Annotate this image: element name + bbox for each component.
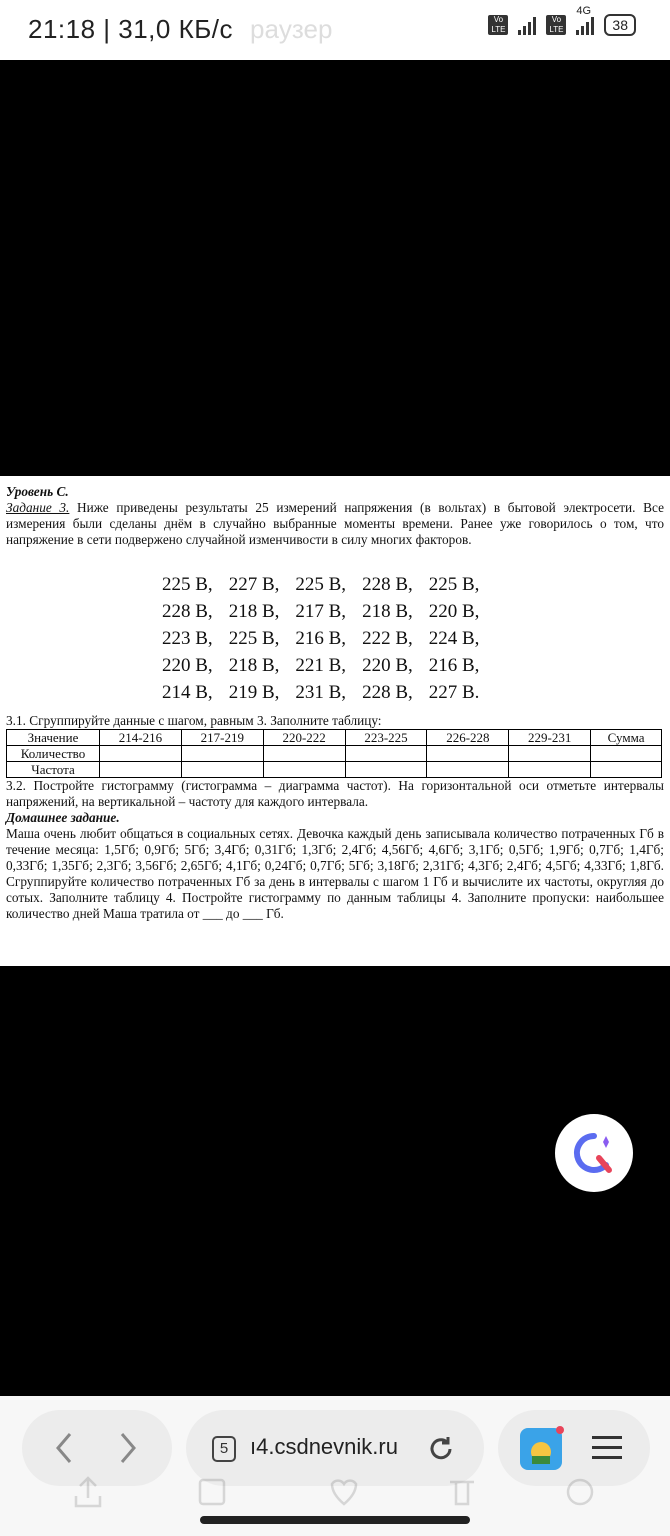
table-cell bbox=[509, 746, 591, 762]
homework-text: Маша очень любит общаться в социальных сетях. Девочка каждый день записывала количество потраченных Гб в течение месяца: 1,5Гб; 0,9Гб; 5Гб; 3,4Гб; 0,31Гб; 1,3Гб; 2,4Гб; 4,56Гб; 4,6Гб; 3,1Гб; 0,5Гб; 1,9Гб; 0,7Гб; 1,4Гб; 0,33Гб; 1,35Гб; 2,3Гб; 3,56Гб; 2,65Гб; 4,1Гб; 0,24Гб; 0,7Гб; 5Гб; 3,18Гб; 2,31Гб; 4,3Гб; 2,4Гб; 4,5Гб; 4,33Гб; 1,8Гб. Сгруппируйте количество потраченных Гб за день в интервалы с шагом 1 Гб и вычислите их частоты, округляя до сотых. Заполните таблицу 4. Постройте гистограмму по данным таблицы 4. Заполните пропуски: наибольшее количество дней Маша тратила от ___ до ___ Гб. bbox=[6, 826, 664, 921]
row-label: Количество bbox=[7, 746, 100, 762]
data-cell: 227 В. bbox=[428, 682, 480, 703]
data-row bbox=[158, 572, 489, 597]
frequency-table bbox=[6, 729, 662, 778]
data-cell: 225 В, bbox=[228, 628, 280, 649]
volte-icon: Vo LTE bbox=[488, 15, 508, 35]
data-cell: 228 В, bbox=[362, 682, 413, 703]
step-1-text: 3.1. Сгруппируйте данные с шагом, равным 3. Заполните таблицу: bbox=[6, 713, 382, 728]
voltage-data-grid bbox=[156, 570, 491, 707]
table-cell bbox=[591, 762, 662, 778]
table-cell bbox=[591, 746, 662, 762]
assistant-icon bbox=[555, 1114, 633, 1192]
data-row bbox=[158, 653, 489, 678]
document-image bbox=[0, 476, 670, 966]
table-header-cell: 223-225 bbox=[345, 730, 427, 746]
browser-bottom-bar bbox=[0, 1396, 670, 1536]
homework-title: Домашнее задание. bbox=[6, 810, 120, 825]
table-cell bbox=[345, 746, 427, 762]
table-cell bbox=[181, 762, 263, 778]
back-icon[interactable] bbox=[58, 1434, 70, 1462]
menu-icon[interactable] bbox=[590, 1432, 624, 1464]
task-label: Задание 3. bbox=[6, 500, 70, 515]
data-cell: 218 В, bbox=[228, 601, 280, 622]
task-paragraph bbox=[6, 500, 664, 548]
forward-icon[interactable] bbox=[122, 1434, 134, 1462]
table-header-cell: 217-219 bbox=[181, 730, 263, 746]
status-icons bbox=[488, 5, 636, 36]
data-cell: 223 В, bbox=[162, 628, 213, 649]
data-cell: 217 В, bbox=[295, 601, 347, 622]
data-cell: 216 В, bbox=[428, 655, 480, 676]
data-cell: 225 В, bbox=[162, 574, 213, 595]
data-cell: 220 В, bbox=[162, 655, 213, 676]
level-heading: Уровень С. bbox=[6, 484, 69, 499]
status-ghost-text: рaузер bbox=[250, 14, 333, 44]
task-text: Ниже приведены результаты 25 измерений напряжения (в вольтах) в бытовой электросети. Все измерения были сделаны днём в случайно выбранные моменты времени. Ранее уже говорилось о том, что напряжение в сети подвержено случайной изменчивости в силу многих факторов. bbox=[6, 500, 664, 547]
data-row bbox=[158, 626, 489, 651]
reload-icon[interactable] bbox=[426, 1434, 456, 1464]
url-text[interactable]: ı4.csdnevnik.ru bbox=[250, 1434, 398, 1459]
table-row bbox=[7, 746, 662, 762]
table-header-cell: Сумма bbox=[591, 730, 662, 746]
table-cell bbox=[427, 746, 509, 762]
data-cell: 227 В, bbox=[228, 574, 280, 595]
data-row bbox=[158, 599, 489, 624]
data-cell: 225 В, bbox=[428, 574, 480, 595]
table-header-cell: 229-231 bbox=[509, 730, 591, 746]
data-cell: 218 В, bbox=[228, 655, 280, 676]
network-label: 4G bbox=[576, 5, 592, 17]
data-cell: 228 В, bbox=[162, 601, 213, 622]
data-cell: 224 В, bbox=[428, 628, 480, 649]
table-cell bbox=[100, 746, 182, 762]
signal-icon bbox=[518, 15, 536, 35]
data-cell: 231 В, bbox=[295, 682, 347, 703]
battery-icon: 38 bbox=[604, 14, 636, 36]
status-bar bbox=[0, 0, 670, 60]
data-cell: 221 В, bbox=[295, 655, 347, 676]
data-cell: 214 В, bbox=[162, 682, 213, 703]
tab-count-button[interactable]: 5 bbox=[212, 1436, 236, 1462]
signal-4g-icon bbox=[576, 5, 594, 35]
row-label: Частота bbox=[7, 762, 100, 778]
table-cell bbox=[181, 746, 263, 762]
data-cell: 220 В, bbox=[362, 655, 413, 676]
table-header-cell: 226-228 bbox=[427, 730, 509, 746]
table-cell bbox=[100, 762, 182, 778]
table-cell bbox=[509, 762, 591, 778]
data-cell: 220 В, bbox=[428, 601, 480, 622]
data-row bbox=[158, 680, 489, 705]
assistant-button[interactable] bbox=[555, 1114, 633, 1192]
home-indicator bbox=[200, 1516, 470, 1524]
game-icon[interactable] bbox=[518, 1426, 564, 1472]
faint-toolbar-icons bbox=[70, 1474, 600, 1510]
step-2-text: 3.2. Постройте гистограмму (гистограмма – диаграмма частот). На горизонтальной оси отметьте интервалы напряжений, на вертикальной – частоту для каждого интервала. bbox=[6, 778, 664, 809]
table-header-cell: 220-222 bbox=[263, 730, 345, 746]
volte-icon-2: Vo LTE bbox=[546, 15, 566, 35]
table-header-row bbox=[7, 730, 662, 746]
table-header-cell: Значение bbox=[7, 730, 100, 746]
status-time: 21:18 | 31,0 КБ/с bbox=[28, 14, 234, 44]
data-cell: 216 В, bbox=[295, 628, 347, 649]
table-header-cell: 214-216 bbox=[100, 730, 182, 746]
data-cell: 222 В, bbox=[362, 628, 413, 649]
table-cell bbox=[427, 762, 509, 778]
table-cell bbox=[263, 762, 345, 778]
data-cell: 225 В, bbox=[295, 574, 347, 595]
table-cell bbox=[345, 762, 427, 778]
table-cell bbox=[263, 746, 345, 762]
data-cell: 228 В, bbox=[362, 574, 413, 595]
data-cell: 218 В, bbox=[362, 601, 413, 622]
data-cell: 219 В, bbox=[228, 682, 280, 703]
table-row bbox=[7, 762, 662, 778]
